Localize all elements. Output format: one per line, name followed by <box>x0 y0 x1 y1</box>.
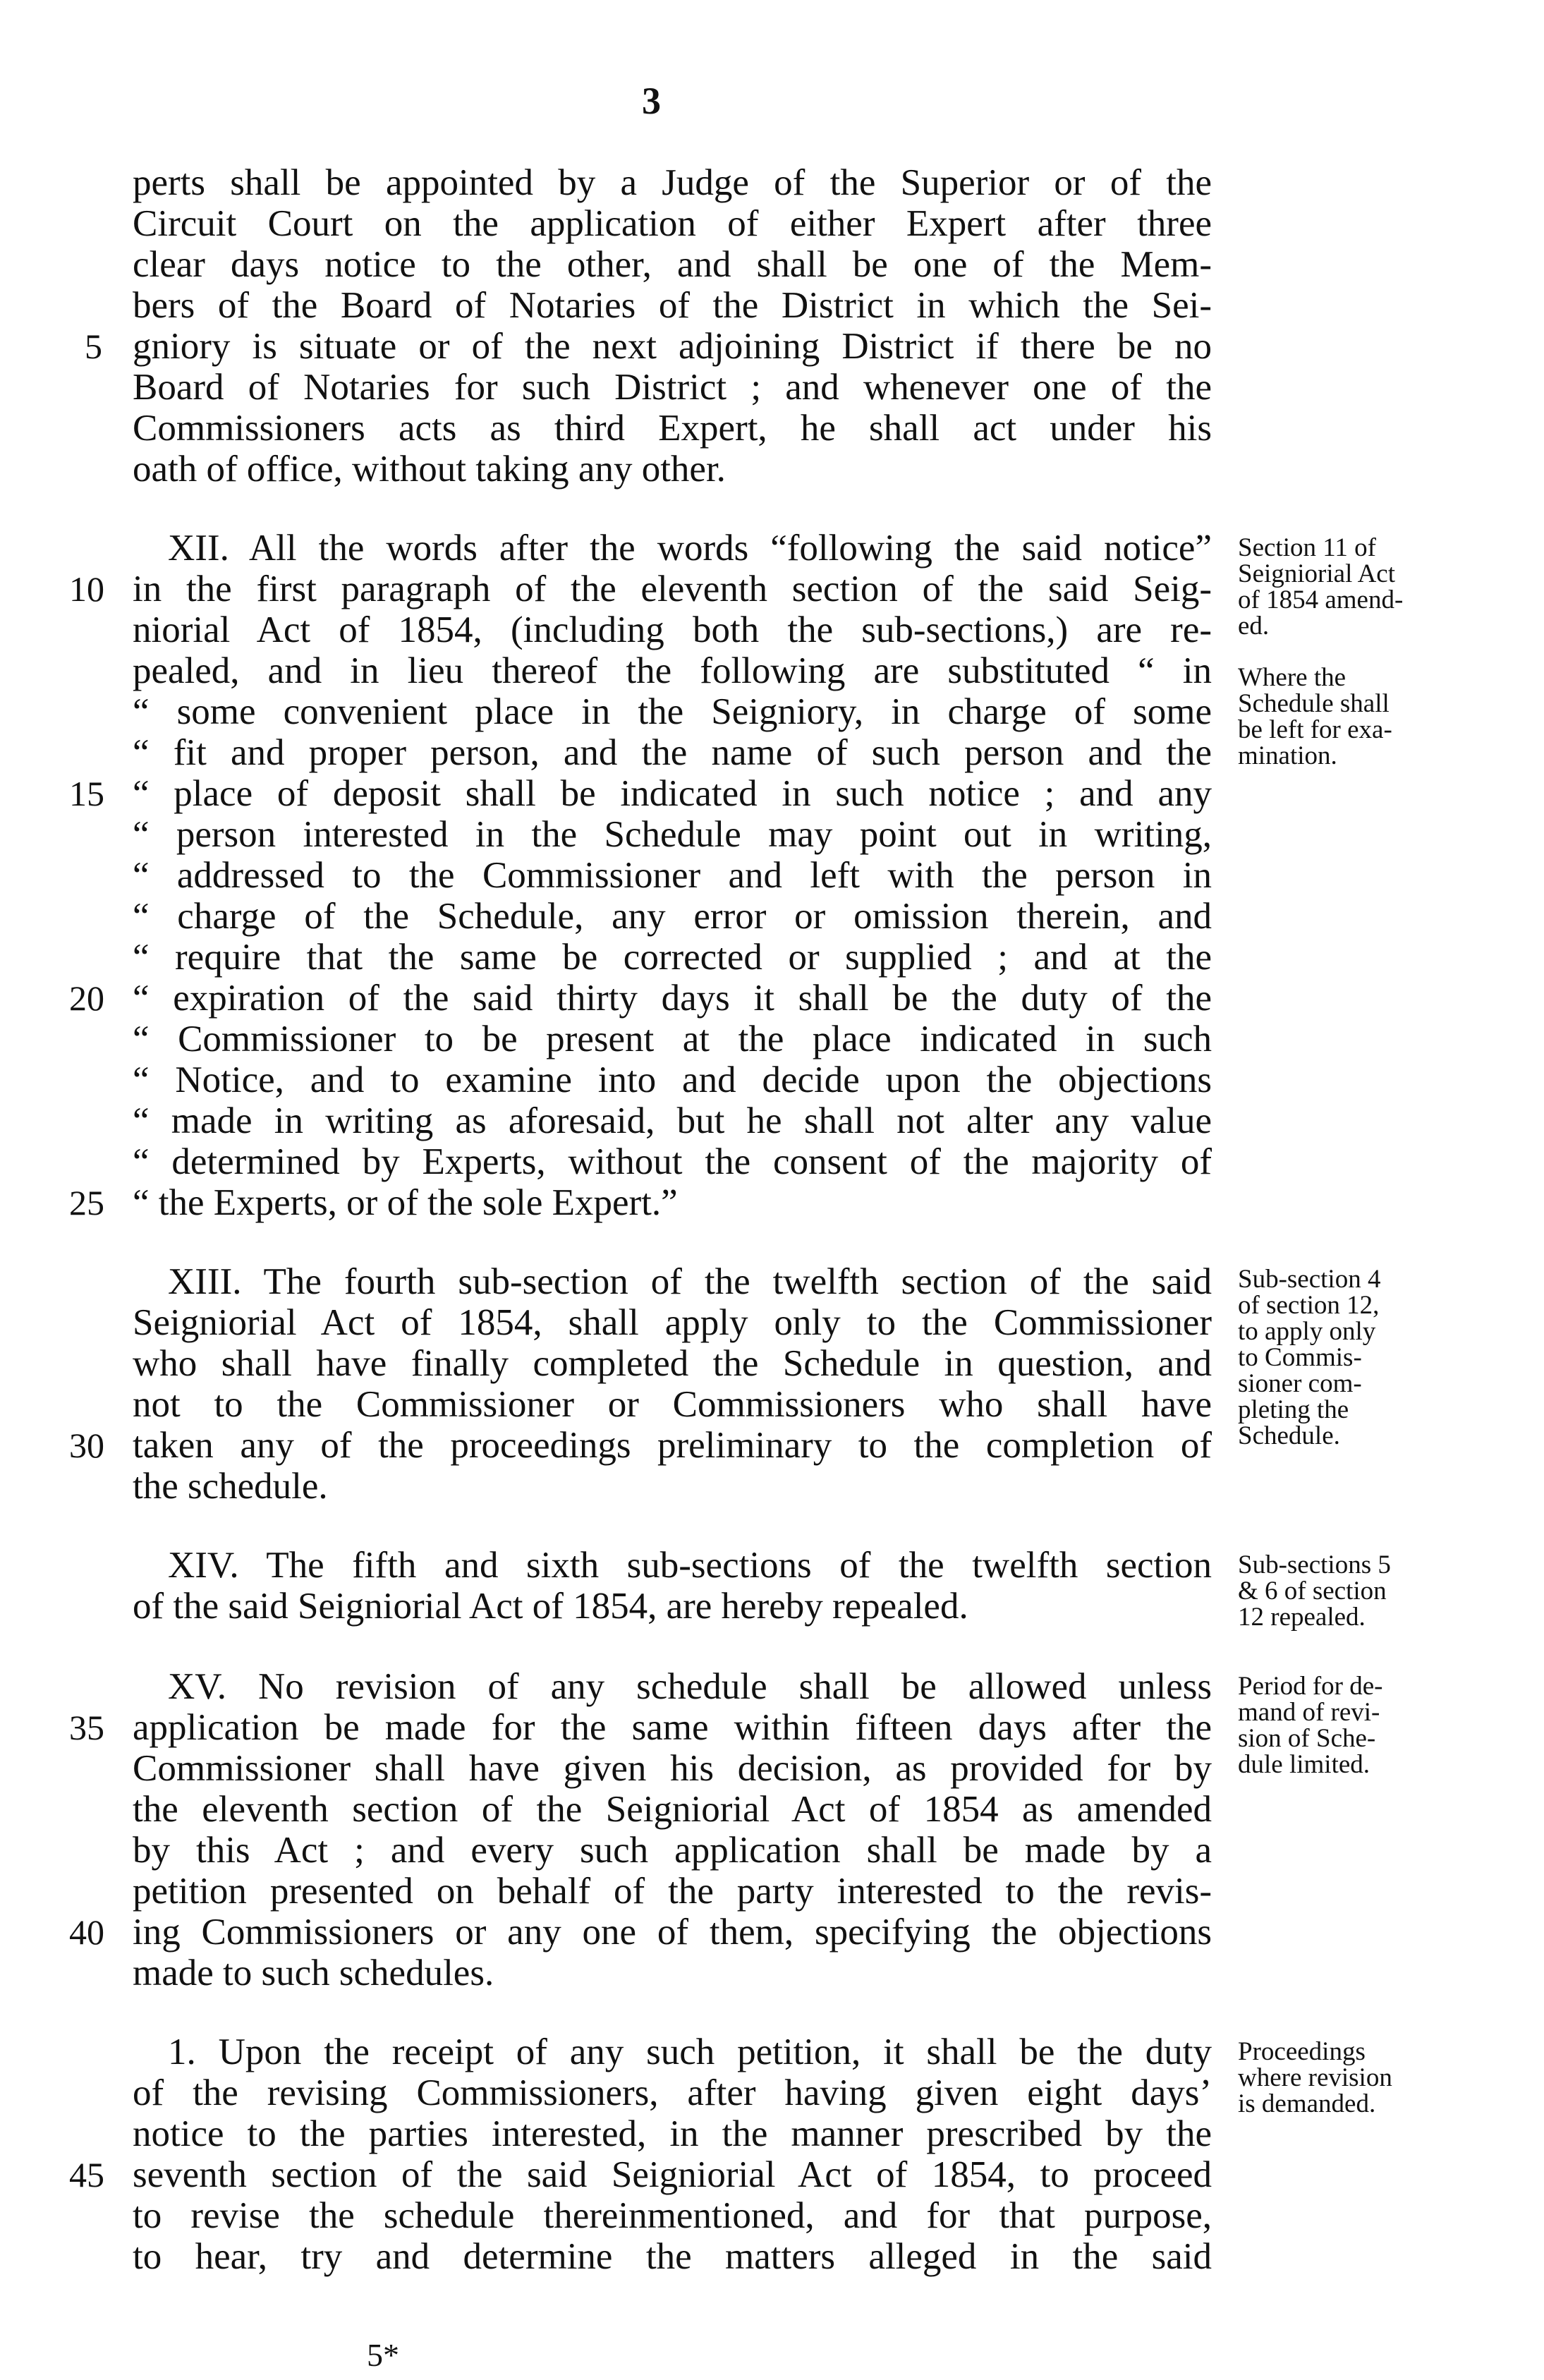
body-line: “ fit and proper person, and the name of such person and the <box>133 732 1212 773</box>
body-line: who shall have finally completed the Schedule in question, and <box>133 1343 1212 1384</box>
body-line: “ some convenient place in the Seigniory, in charge of some <box>133 691 1212 732</box>
body-line: XIII. The fourth sub-section of the twelfth section of the said <box>168 1261 1212 1302</box>
body-line: not to the Commissioner or Commissioners who shall have <box>133 1384 1212 1425</box>
body-line: XV. No revision of any schedule shall be allowed unless <box>168 1666 1212 1707</box>
margin-note: & 6 of section <box>1238 1577 1387 1605</box>
margin-note: dule limited. <box>1238 1750 1370 1779</box>
line-number: 10 <box>69 569 104 609</box>
body-line: of the said Seigniorial Act of 1854, are hereby repealed. <box>133 1586 968 1627</box>
margin-note: Where the <box>1238 663 1347 692</box>
margin-note: pleting the <box>1238 1395 1349 1424</box>
body-line: “ place of deposit shall be indicated in such notice ; and any <box>133 773 1212 814</box>
margin-note: mination. <box>1238 741 1337 770</box>
margin-note: be left for exa- <box>1238 715 1392 744</box>
margin-note: of 1854 amend- <box>1238 585 1404 614</box>
body-line: seventh section of the said Seigniorial Act of 1854, to proceed <box>133 2154 1212 2195</box>
margin-note: sion of Sche- <box>1238 1724 1376 1753</box>
body-line: gniory is situate or of the next adjoining District if there be no <box>133 326 1212 367</box>
body-line: Commissioner shall have given his decision, as provided for by <box>133 1748 1212 1789</box>
body-line: to revise the schedule thereinmentioned, and for that purpose, <box>133 2195 1212 2236</box>
body-line: clear days notice to the other, and shall be one of the Mem- <box>133 244 1212 285</box>
body-line: “ determined by Experts, without the consent of the majority of <box>133 1141 1212 1182</box>
body-line: “ expiration of the said thirty days it shall be the duty of the <box>133 978 1212 1019</box>
body-line: Board of Notaries for such District ; and whenever one of the <box>133 367 1212 408</box>
margin-note: to apply only <box>1238 1317 1376 1346</box>
body-line: “ require that the same be corrected or supplied ; and at the <box>133 937 1212 978</box>
body-line: XIV. The fifth and sixth sub-sections of the twelfth section <box>168 1545 1212 1586</box>
body-line: XII. All the words after the words “following the said notice” <box>168 528 1212 569</box>
body-line: 1. Upon the receipt of any such petition, it shall be the duty <box>168 2032 1212 2072</box>
margin-note: Sub-section 4 <box>1238 1265 1381 1294</box>
body-line: Seigniorial Act of 1854, shall apply only to the Commissioner <box>133 1302 1212 1343</box>
margin-note: Section 11 of <box>1238 533 1376 562</box>
body-line: of the revising Commissioners, after having given eight days’ <box>133 2072 1212 2113</box>
body-line: the schedule. <box>133 1466 328 1507</box>
body-line: “ charge of the Schedule, any error or omission therein, and <box>133 896 1212 937</box>
body-line: perts shall be appointed by a Judge of the Superior or of the <box>133 162 1212 203</box>
body-line: “ addressed to the Commissioner and left with the person in <box>133 855 1212 896</box>
margin-note: Sub-sections 5 <box>1238 1550 1391 1579</box>
printer-signature-mark: 5* <box>367 2337 399 2373</box>
body-line: “ person interested in the Schedule may point out in writing, <box>133 814 1212 855</box>
margin-note: ed. <box>1238 612 1270 640</box>
margin-note: mand of revi- <box>1238 1698 1380 1727</box>
body-line: in the first paragraph of the eleventh section of the said Seig- <box>133 569 1212 609</box>
body-line: taken any of the proceedings preliminary to the completion of <box>133 1425 1212 1466</box>
line-number: 40 <box>69 1912 104 1952</box>
body-line: “ Commissioner to be present at the place indicated in such <box>133 1019 1212 1060</box>
body-line: Commissioners acts as third Expert, he shall act under his <box>133 408 1212 449</box>
margin-note: Period for de- <box>1238 1672 1383 1701</box>
body-line: ing Commissioners or any one of them, specifying the objections <box>133 1912 1212 1953</box>
line-number: 45 <box>69 2155 104 2194</box>
body-line: made to such schedules. <box>133 1953 494 1993</box>
margin-note: 12 repealed. <box>1238 1603 1366 1632</box>
body-line: petition presented on behalf of the party interested to the revis- <box>133 1871 1212 1912</box>
line-number: 5 <box>85 327 102 366</box>
line-number: 15 <box>69 774 104 813</box>
body-line: oath of office, without taking any other. <box>133 449 726 490</box>
body-line: bers of the Board of Notaries of the District in which the Sei- <box>133 285 1212 326</box>
margin-note: of section 12, <box>1238 1291 1380 1320</box>
body-line: by this Act ; and every such application shall be made by a <box>133 1830 1212 1871</box>
body-line: notice to the parties interested, in the manner prescribed by the <box>133 2113 1212 2154</box>
page-number: 3 <box>642 80 661 122</box>
body-line: application be made for the same within fifteen days after the <box>133 1707 1212 1748</box>
body-line: niorial Act of 1854, (including both the sub-sections,) are re- <box>133 609 1212 650</box>
line-number: 35 <box>69 1708 104 1747</box>
line-number: 30 <box>69 1426 104 1465</box>
body-line: pealed, and in lieu thereof the following are substituted “ in <box>133 650 1212 691</box>
margin-note: Schedule shall <box>1238 689 1390 718</box>
margin-note: Proceedings <box>1238 2037 1366 2066</box>
margin-note: Seigniorial Act <box>1238 559 1395 588</box>
margin-note: sioner com- <box>1238 1369 1362 1398</box>
body-line: to hear, try and determine the matters alleged in the said <box>133 2236 1212 2277</box>
margin-note: is demanded. <box>1238 2089 1376 2118</box>
body-line: “ made in writing as aforesaid, but he shall not alter any value <box>133 1100 1212 1141</box>
body-line: the eleventh section of the Seigniorial Act of 1854 as amended <box>133 1789 1212 1830</box>
line-number: 25 <box>69 1183 104 1222</box>
margin-note: where revision <box>1238 2063 1392 2092</box>
line-number: 20 <box>69 978 104 1018</box>
body-line: Circuit Court on the application of either Expert after three <box>133 203 1212 244</box>
margin-note: to Commis- <box>1238 1343 1362 1372</box>
body-line: “ the Experts, or of the sole Expert.” <box>133 1182 678 1223</box>
body-line: “ Notice, and to examine into and decide upon the objections <box>133 1060 1212 1100</box>
margin-note: Schedule. <box>1238 1421 1340 1450</box>
